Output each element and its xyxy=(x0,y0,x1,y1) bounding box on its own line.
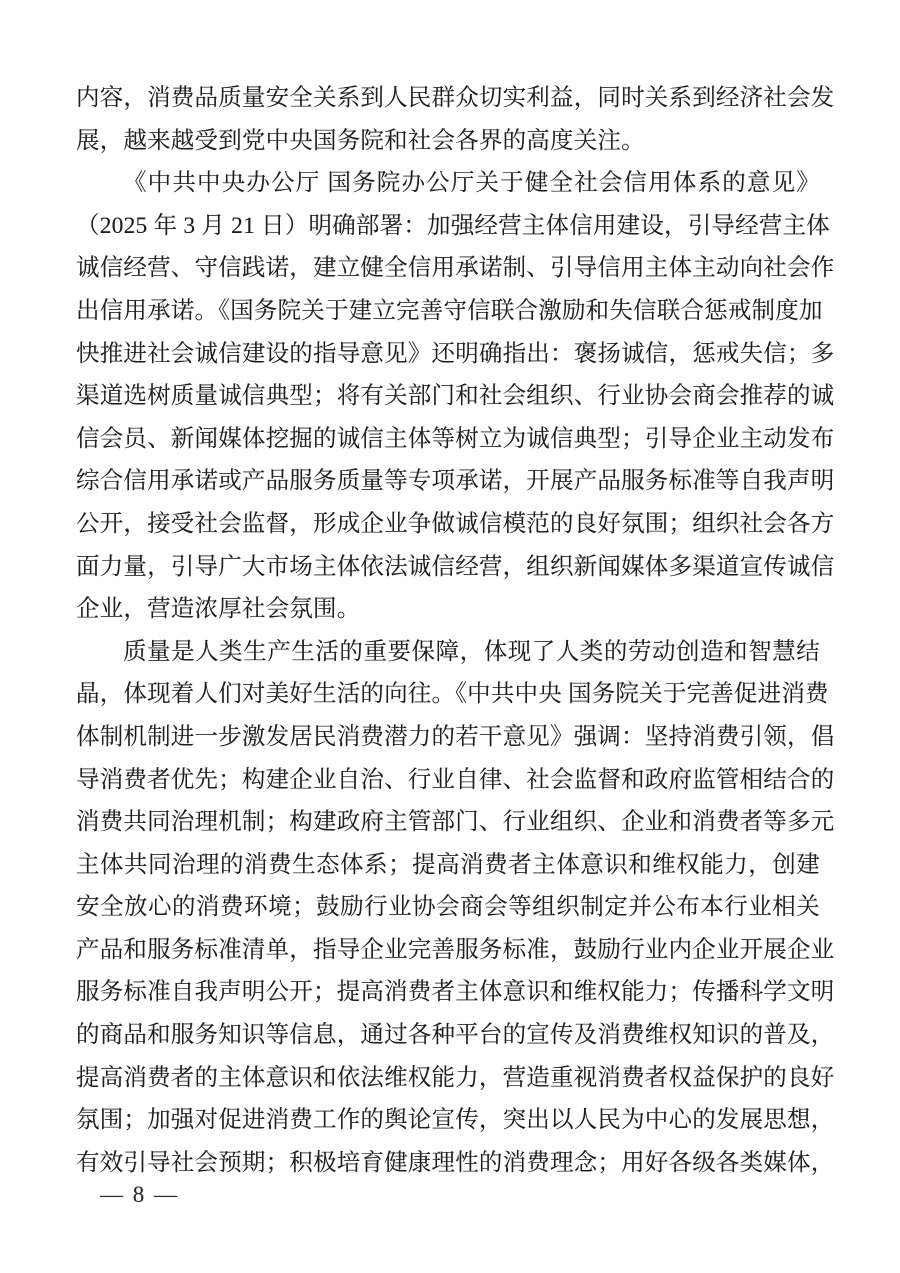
text-line: （2025 年 3 月 21 日）明确部署：加强经营主体信用建设，引导经营主体 xyxy=(76,212,830,239)
text-line: 导消费者优先；构建企业自治、行业自律、社会监督和政府监管相结合的 xyxy=(76,766,835,793)
page-number: — 8 — xyxy=(100,1182,179,1207)
text-line: 出信用承诺。《国务院关于建立完善守信联合激励和失信联合惩戒制度加 xyxy=(76,297,823,324)
text-line: 消费共同治理机制；构建政府主管部门、行业组织、企业和消费者等多元 xyxy=(76,809,835,836)
text-line: 渠道选树质量诚信典型；将有关部门和社会组织、行业协会商会推荐的诚 xyxy=(76,383,835,410)
page-number-footer xyxy=(100,1180,179,1210)
text-line: 提高消费者的主体意识和依法维权能力，营造重视消费者权益保护的良好 xyxy=(76,1064,835,1091)
text-line: 内容，消费品质量安全关系到人民群众切实利益，同时关系到经济社会发 xyxy=(76,85,835,111)
text-line: 信会员、新闻媒体挖掘的诚信主体等树立为诚信典型；引导企业主动发布 xyxy=(76,425,835,452)
document-body xyxy=(76,77,835,1184)
text-line: 诚信经营、守信践诺，建立健全信用承诺制、引导信用主体主动向社会作 xyxy=(76,255,835,282)
text-line: 主体共同治理的消费生态体系；提高消费者主体意识和维权能力，创建 xyxy=(76,851,820,878)
text-line: 的商品和服务知识等信息，通过各种平台的宣传及消费维权知识的普及， xyxy=(76,1022,835,1049)
text-line: 质量是人类生产生活的重要保障，体现了人类的劳动创造和智慧结 xyxy=(123,638,820,665)
text-line: 面力量，引导广大市场主体依法诚信经营，组织新闻媒体多渠道宣传诚信 xyxy=(76,553,835,580)
text-line: 《中共中央办公厅 国务院办公厅关于健全社会信用体系的意见》 xyxy=(123,170,820,197)
text-line: 安全放心的消费环境；鼓励行业协会商会等组织制定并公布本行业相关 xyxy=(76,894,820,921)
text-line: 服务标准自我声明公开；提高消费者主体意识和维权能力；传播科学文明 xyxy=(76,979,835,1006)
text-line: 展，越来越受到党中央国务院和社会各界的高度关注。 xyxy=(76,127,645,154)
text-line: 综合信用承诺或产品服务质量等专项承诺，开展产品服务标准等自我声明 xyxy=(76,468,835,495)
text-line: 产品和服务标准清单，指导企业完善服务标准，鼓励行业内企业开展企业 xyxy=(76,936,835,963)
text-line: 公开，接受社会监督，形成企业争做诚信模范的良好氛围；组织社会各方 xyxy=(76,510,835,537)
text-line: 晶，体现着人们对美好生活的向往。《中共中央 国务院关于完善促进消费 xyxy=(76,681,829,708)
text-line: 企业，营造浓厚社会氛围。 xyxy=(76,596,361,623)
text-line: 氛围；加强对促进消费工作的舆论宣传，突出以人民为中心的发展思想， xyxy=(76,1107,835,1134)
text-line: 快推进社会诚信建设的指导意见》还明确指出：褒扬诚信，惩戒失信；多 xyxy=(76,340,835,367)
text-line: 体制机制进一步激发居民消费潜力的若干意见》强调：坚持消费引领，倡 xyxy=(76,723,835,750)
text-line: 有效引导社会预期；积极培育健康理性的消费理念；用好各级各类媒体， xyxy=(76,1149,835,1176)
